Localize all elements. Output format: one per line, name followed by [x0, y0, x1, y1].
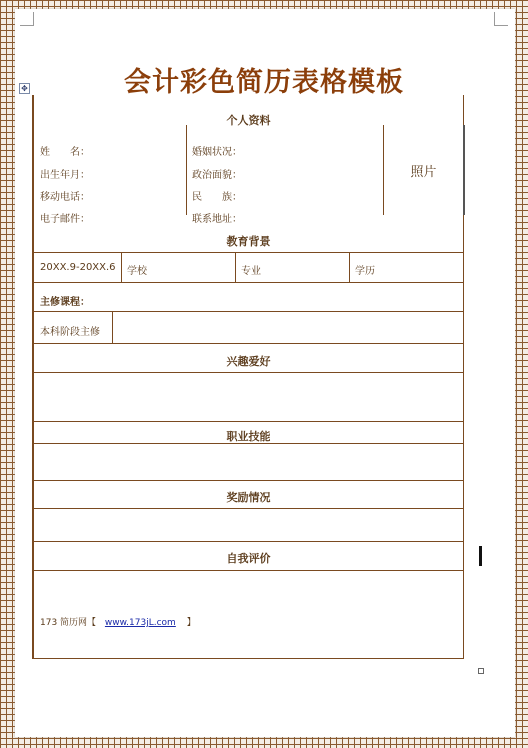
education-divider-3: [349, 252, 350, 282]
personal-column-divider: [186, 125, 187, 215]
section-awards-heading: 奖励情况: [226, 491, 271, 504]
table-resize-handle-icon[interactable]: [478, 668, 484, 674]
section-self-eval-heading: 自我评价: [226, 552, 271, 565]
self-eval-border: [34, 570, 463, 571]
undergrad-label: 本科阶段主修: [40, 327, 100, 338]
document-title: 会计彩色简历表格模板: [124, 67, 404, 98]
awards-border: [34, 508, 463, 509]
courses-label: 主修课程：: [40, 297, 90, 308]
footer-suffix: 】: [186, 618, 196, 628]
text-cursor-mark: [479, 546, 482, 566]
field-birth-label: 出生年月：: [40, 170, 90, 181]
awards-top-border: [34, 480, 463, 481]
education-row-top-border: [34, 252, 463, 253]
courses-border: [34, 311, 463, 312]
hobbies-border: [34, 372, 463, 373]
table-move-handle-icon[interactable]: ✥: [19, 83, 30, 94]
section-personal-heading: 个人资料: [226, 114, 271, 127]
field-ethnicity-label: 民 族：: [192, 192, 242, 203]
margin-corner-top-right: [494, 12, 508, 26]
education-major: 专业: [241, 266, 261, 277]
section-skills-heading: 职业技能: [226, 430, 271, 443]
field-address-label: 联系地址：: [192, 214, 242, 225]
photo-label: 照片: [410, 164, 437, 180]
section-hobbies-heading: 兴趣爱好: [226, 355, 271, 368]
education-school: 学校: [127, 266, 147, 277]
field-mobile-label: 移动电话：: [40, 192, 90, 203]
photo-placeholder[interactable]: [383, 125, 465, 215]
undergrad-border: [34, 343, 463, 344]
resume-table: [32, 95, 464, 659]
education-divider-1: [121, 252, 122, 282]
undergrad-divider: [112, 311, 113, 343]
education-row-bottom-border: [34, 282, 463, 283]
skills-top-border: [34, 421, 463, 422]
margin-corner-top-left: [20, 12, 34, 26]
field-marital-label: 婚姻状况：: [192, 147, 242, 158]
field-name-label: 姓 名：: [40, 147, 90, 158]
education-degree: 学历: [355, 266, 375, 277]
footer-credit: [40, 615, 196, 628]
skills-border: [34, 443, 463, 444]
field-email-label: 电子邮件：: [40, 214, 90, 225]
education-divider-2: [235, 252, 236, 282]
self-eval-top-border: [34, 541, 463, 542]
section-education-heading: 教育背景: [226, 235, 271, 248]
footer-prefix: 173 简历网【: [40, 618, 97, 628]
footer-link[interactable]: www.173jL.com: [104, 618, 176, 628]
field-political-label: 政治面貌：: [192, 170, 242, 181]
education-period: 20XX.9-20XX.6: [40, 262, 116, 273]
